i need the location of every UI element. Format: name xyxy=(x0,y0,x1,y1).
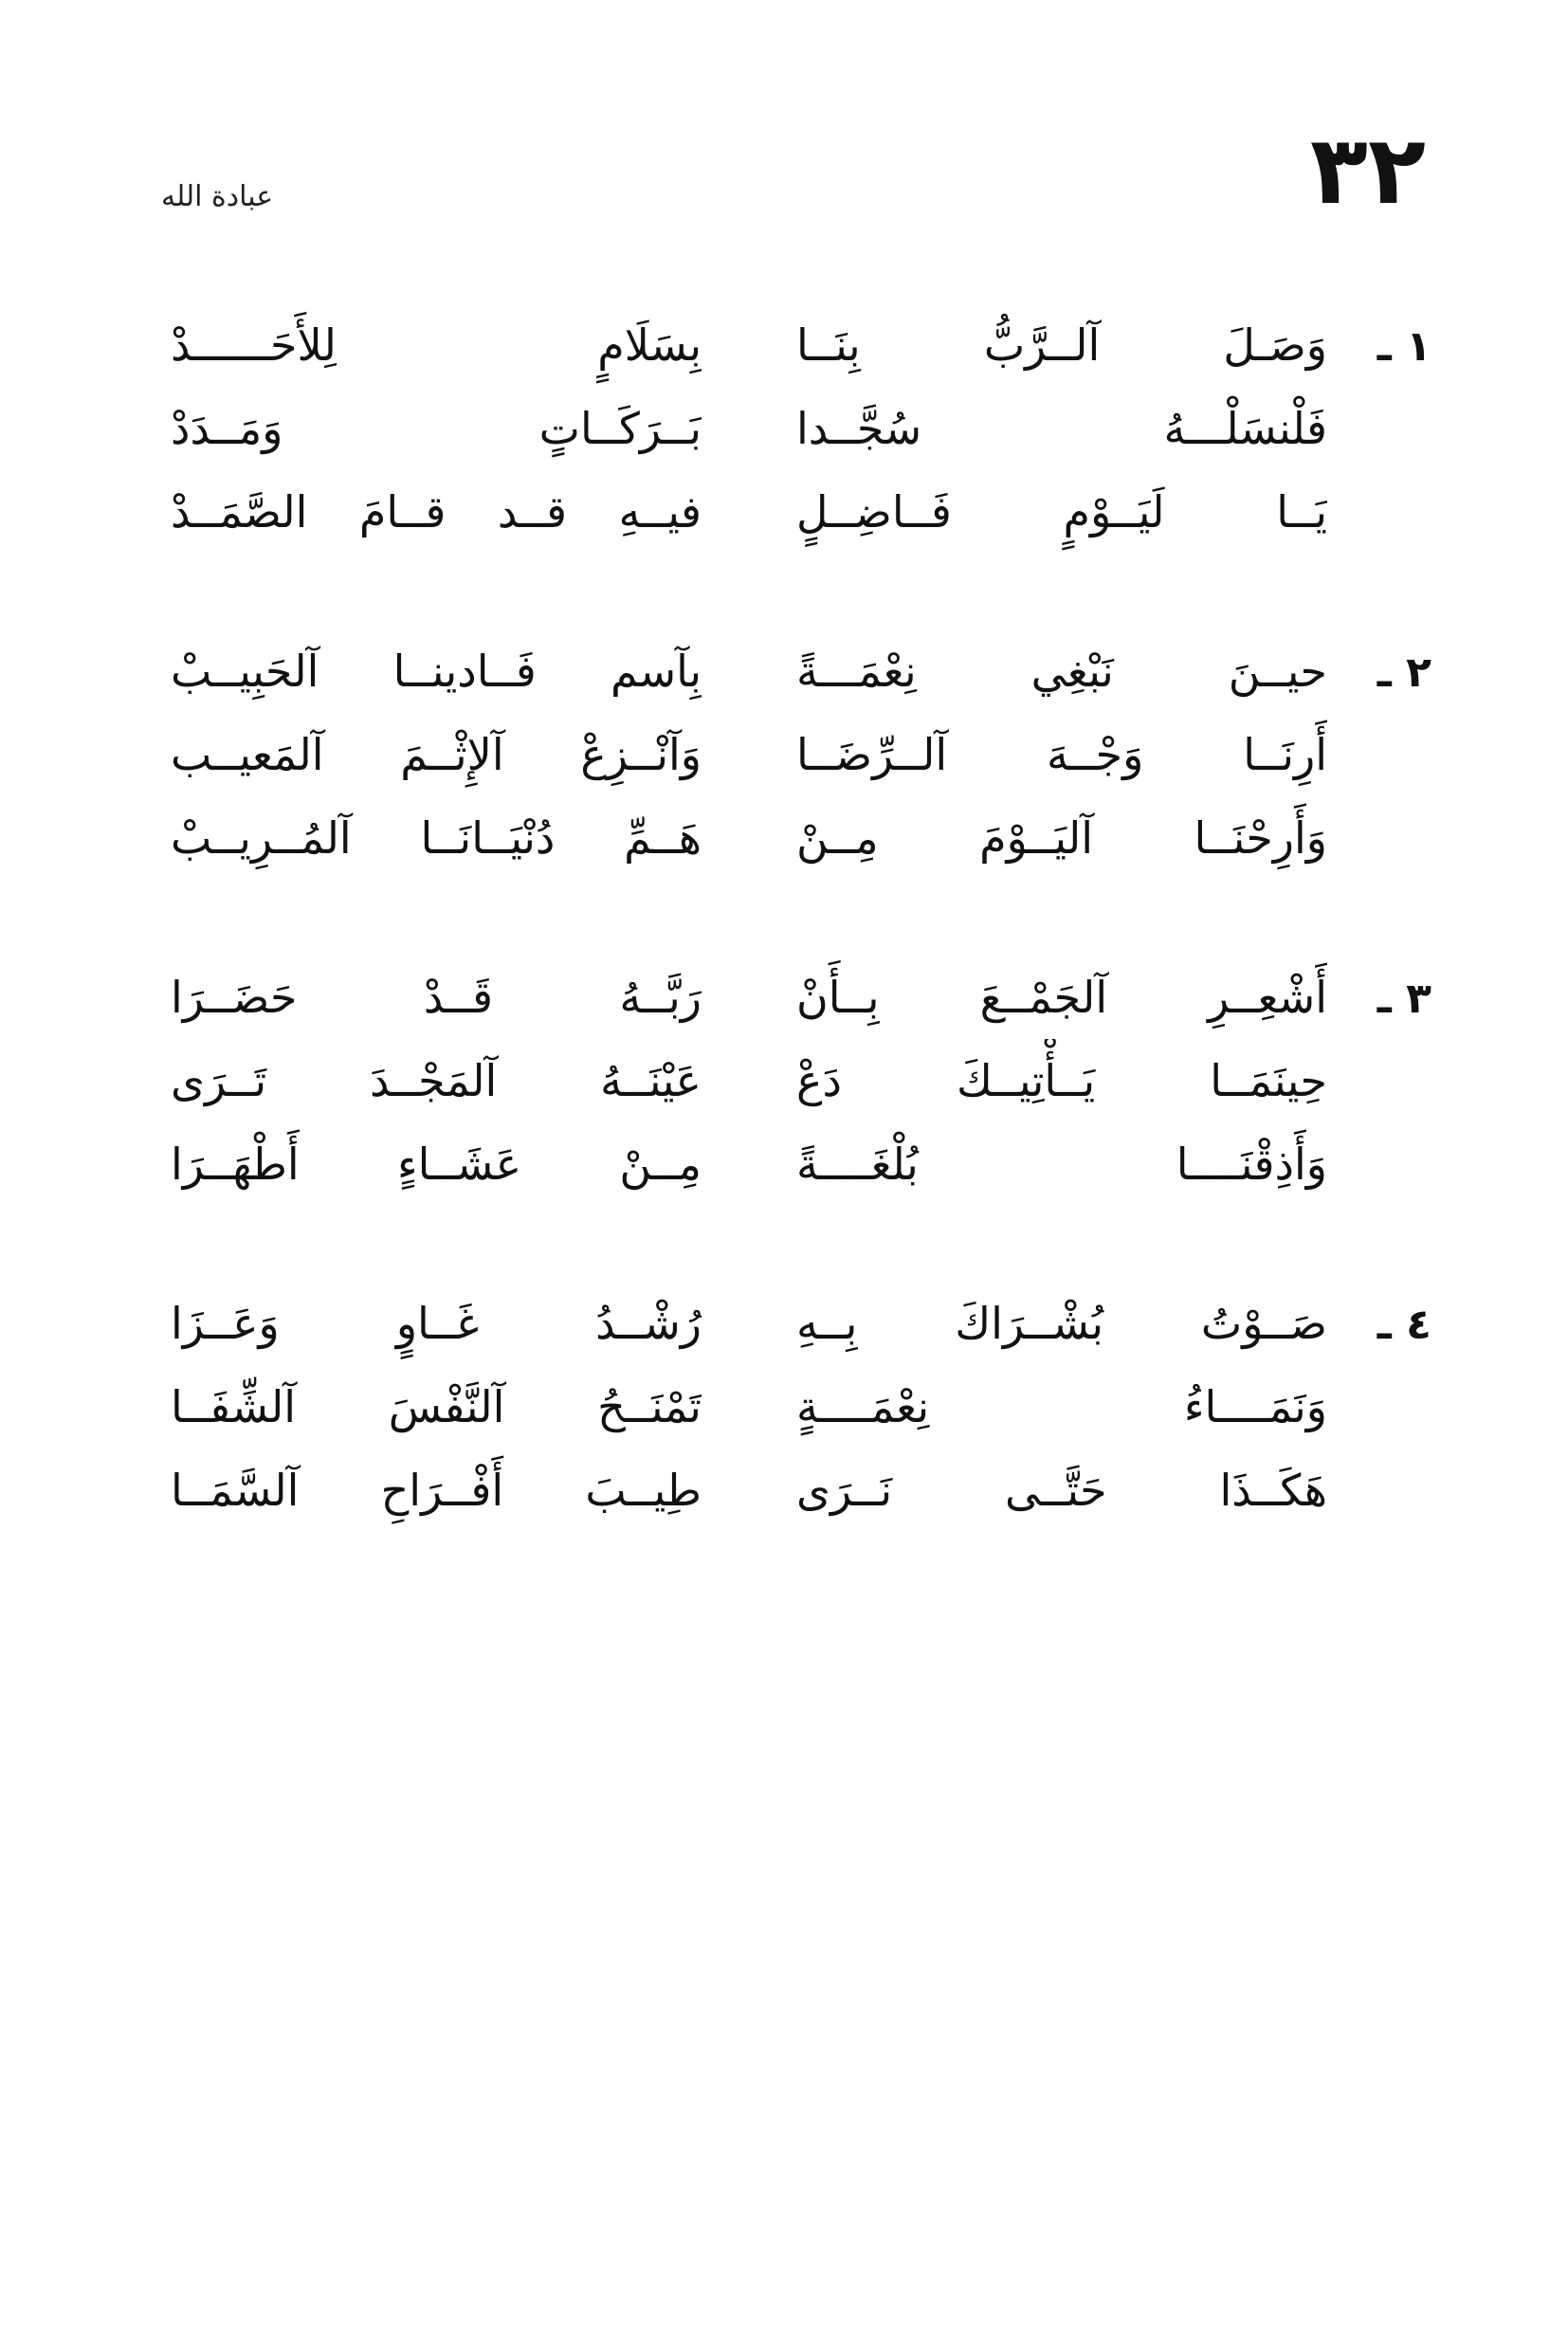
verse-second-hemistich: بَــرَكَــاتٍ وَمَــدَدْ xyxy=(171,403,702,454)
verse-second-hemistich: مِــنْ عَشَــاءٍ أَطْهَــرَا xyxy=(171,1139,702,1190)
verse-second-hemistich: رَبَّــهُ قَــدْ حَضَــرَا xyxy=(171,972,702,1023)
verse-line xyxy=(142,956,1431,1039)
hymn-stanzas xyxy=(142,303,1431,1608)
verse-line xyxy=(142,1122,1431,1206)
verse-first-hemistich: حيــنَ نَبْغِي نِعْمَـــةً xyxy=(796,646,1327,697)
verse-line xyxy=(142,1365,1431,1449)
verse-second-hemistich: وَآنْــزِعْ آلإِثْــمَ آلمَعيــب xyxy=(171,729,702,780)
verse-first-hemistich: فَلْنسَلْـــهُ سُجَّــدا xyxy=(796,403,1327,454)
verse-second-hemistich: فيــهِ قــد قــامَ الصَّمَــدْ xyxy=(171,486,702,538)
verse-first-hemistich: أَرِنَــا وَجْــهَ آلــرِّضَــا xyxy=(796,729,1327,780)
verse-line xyxy=(142,387,1431,470)
stanza-4 xyxy=(142,1282,1431,1608)
verse-first-hemistich: صَــوْتُ بُشْــرَاكَ بِــهِ xyxy=(796,1298,1327,1349)
verse-first-hemistich: وَأَذِقْنَــــا بُلْغَــــةً xyxy=(796,1139,1327,1190)
verse-line xyxy=(142,713,1431,796)
verse-first-hemistich: وَصَـلَ آلــرَّبُّ بِنَــا xyxy=(796,319,1327,371)
verse-first-hemistich: أَشْعِــرِ آلجَمْــعَ بِــأَنْ xyxy=(796,972,1327,1023)
verse-second-hemistich: بِآسم فَــادينــا آلحَبِيــبْ xyxy=(171,646,702,697)
section-title: عبادة الله xyxy=(161,180,274,213)
verse-first-hemistich: هَكَــذَا حَتَّــى نَــرَى xyxy=(796,1465,1327,1516)
verse-second-hemistich: طِيــبَ أَفْــرَاحِ آلسَّمَــا xyxy=(171,1465,702,1516)
verse-line xyxy=(142,1449,1431,1532)
page-number: ٣٢ xyxy=(1309,115,1426,226)
verse-line xyxy=(142,1282,1431,1365)
stanza-1 xyxy=(142,303,1431,629)
stanza-3 xyxy=(142,956,1431,1282)
verse-first-hemistich: حِينَمَــا يَــأْتِيــكَ دَعْ xyxy=(796,1055,1327,1106)
stanza-number: ٢ ـ xyxy=(1377,648,1431,697)
stanza-number: ١ ـ xyxy=(1377,322,1431,371)
verse-line xyxy=(142,629,1431,713)
verse-line xyxy=(142,1039,1431,1122)
stanza-number: ٣ ـ xyxy=(1377,975,1431,1023)
verse-second-hemistich: عَيْنَــهُ آلمَجْــدَ تَــرَى xyxy=(171,1055,702,1106)
verse-first-hemistich: وَأَرِحْنَــا آليَــوْمَ مِــنْ xyxy=(796,812,1327,864)
stanza-number: ٤ ـ xyxy=(1377,1301,1431,1349)
verse-first-hemistich: يَــا لَيَــوْمٍ فَــاضِــلٍ xyxy=(796,486,1327,538)
verse-line xyxy=(142,796,1431,880)
verse-second-hemistich: هَــمِّ دُنْيَــانَــا آلمُــرِيــبْ xyxy=(171,812,702,864)
verse-line xyxy=(142,303,1431,387)
verse-first-hemistich: وَنَمَــــاءُ نِعْمَــــةٍ xyxy=(796,1381,1327,1432)
verse-line xyxy=(142,470,1431,554)
verse-second-hemistich: بِسَلَامٍ لِلأَحَــــــدْ xyxy=(171,319,702,371)
verse-second-hemistich: تَمْنَــحُ آلنَّفْسَ آلشِّفَــا xyxy=(171,1381,702,1432)
stanza-2 xyxy=(142,629,1431,956)
verse-second-hemistich: رُشْــدُ غَــاوٍ وَعَــزَا xyxy=(171,1298,702,1349)
